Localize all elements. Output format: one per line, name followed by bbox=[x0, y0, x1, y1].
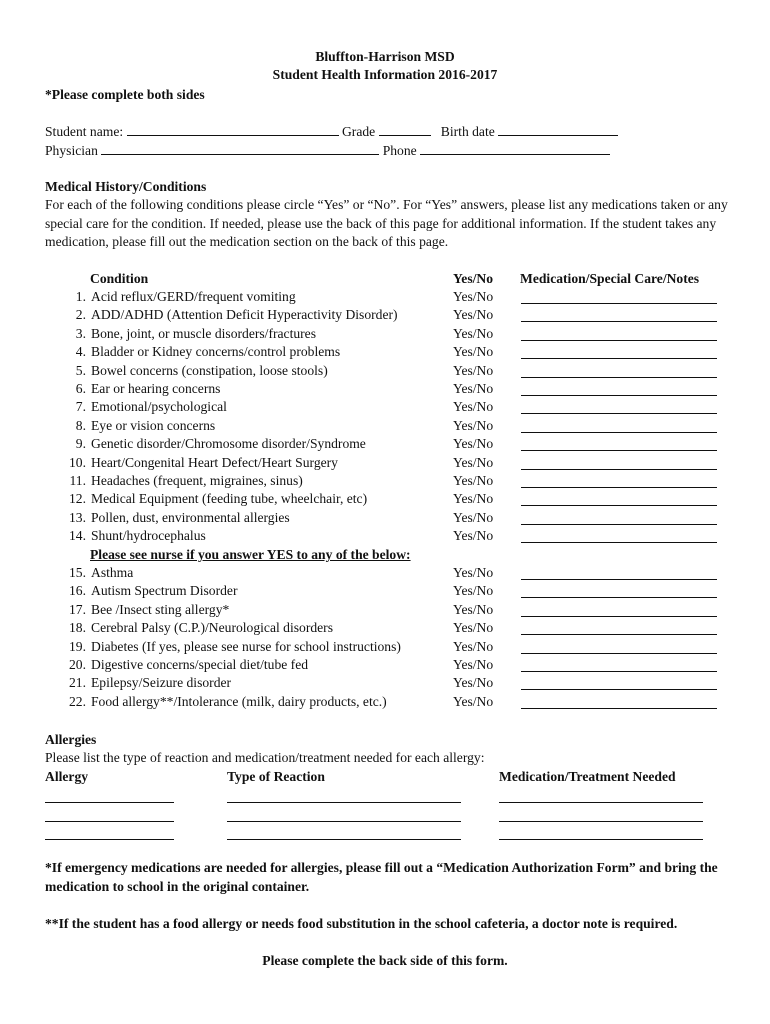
yes-no-choice[interactable]: Yes/No bbox=[453, 381, 494, 396]
notes-field[interactable] bbox=[521, 358, 717, 359]
notes-field[interactable] bbox=[521, 505, 717, 506]
yes-no-choice[interactable]: Yes/No bbox=[453, 509, 494, 525]
yes-no-choice[interactable]: Yes/No bbox=[453, 417, 494, 433]
yes-no-choice[interactable]: Yes/No bbox=[453, 289, 494, 304]
reaction-field[interactable] bbox=[227, 821, 461, 822]
condition-label: Emotional/psychological bbox=[91, 399, 227, 415]
notes-field[interactable] bbox=[521, 708, 717, 709]
condition-number: 2. bbox=[75, 307, 86, 323]
student-name-field[interactable] bbox=[127, 122, 339, 136]
yes-no-choice[interactable]: Yes/No bbox=[453, 565, 494, 580]
allergies-heading: Allergies bbox=[45, 732, 97, 747]
yes-no-choice[interactable]: Yes/No bbox=[453, 620, 494, 636]
yes-no-choice[interactable]: Yes/No bbox=[453, 325, 494, 341]
condition-number: 10. bbox=[69, 454, 86, 470]
condition-number: 8. bbox=[75, 417, 86, 433]
condition-label: Eye or vision concerns bbox=[91, 417, 216, 433]
allergy-field[interactable] bbox=[45, 821, 174, 822]
condition-label: Bladder or Kidney concerns/control problems bbox=[91, 344, 341, 360]
grade-field[interactable] bbox=[379, 122, 431, 136]
condition-label: Medical Equipment (feeding tube, wheelchair, etc) bbox=[91, 491, 368, 507]
condition-number: 9. bbox=[75, 436, 86, 452]
notes-field[interactable] bbox=[521, 634, 717, 635]
condition-label: Digestive concerns/special diet/tube fed bbox=[91, 657, 309, 672]
condition-label: ADD/ADHD (Attention Deficit Hyperactivity Disorder) bbox=[91, 307, 398, 323]
condition-number: 18. bbox=[69, 620, 86, 636]
condition-label: Food allergy**/Intolerance (milk, dairy products, etc.) bbox=[91, 693, 387, 709]
yes-no-choice[interactable]: Yes/No bbox=[453, 528, 494, 544]
notes-field[interactable] bbox=[521, 597, 717, 598]
allergy-field[interactable] bbox=[45, 802, 174, 803]
form-title: Student Health Information 2016-2017 bbox=[272, 67, 498, 82]
yes-no-choice[interactable]: Yes/No bbox=[453, 436, 494, 452]
yes-no-choice[interactable]: Yes/No bbox=[453, 307, 494, 323]
condition-label: Asthma bbox=[91, 565, 134, 580]
yes-no-choice[interactable]: Yes/No bbox=[453, 601, 494, 617]
allergy-field[interactable] bbox=[45, 839, 174, 840]
condition-number: 20. bbox=[69, 657, 86, 672]
notes-field[interactable] bbox=[521, 340, 717, 341]
col-treatment-header: Medication/Treatment Needed bbox=[499, 769, 676, 784]
condition-label: Diabetes (If yes, please see nurse for school instructions) bbox=[91, 638, 401, 654]
notes-field[interactable] bbox=[521, 671, 717, 672]
condition-label: Bee /Insect sting allergy* bbox=[91, 601, 230, 617]
food-allergy-note: **If the student has a food allergy or needs food substitution in the school cafeteria, a doctor note is required. bbox=[45, 916, 678, 931]
condition-label: Ear or hearing concerns bbox=[91, 381, 221, 396]
condition-number: 6. bbox=[75, 381, 86, 396]
reaction-field[interactable] bbox=[227, 839, 461, 840]
student-name-label: Student name: bbox=[45, 124, 124, 139]
notes-field[interactable] bbox=[521, 487, 717, 488]
condition-label: Pollen, dust, environmental allergies bbox=[91, 509, 290, 525]
yes-no-choice[interactable]: Yes/No bbox=[453, 693, 494, 709]
notes-field[interactable] bbox=[521, 524, 717, 525]
yes-no-choice[interactable]: Yes/No bbox=[453, 399, 494, 415]
condition-label: Bone, joint, or muscle disorders/fractures bbox=[91, 325, 316, 341]
yes-no-choice[interactable]: Yes/No bbox=[453, 657, 494, 672]
col-yesno-header: Yes/No bbox=[453, 271, 494, 286]
phone-label: Phone bbox=[382, 143, 417, 158]
org-name: Bluffton-Harrison MSD bbox=[315, 49, 455, 64]
physician-label: Physician bbox=[45, 143, 98, 158]
col-condition-header: Condition bbox=[90, 271, 149, 286]
condition-label: Shunt/hydrocephalus bbox=[91, 528, 206, 544]
student-info-row bbox=[45, 122, 618, 141]
condition-label: Heart/Congenital Heart Defect/Heart Surgery bbox=[91, 454, 338, 470]
col-reaction-header: Type of Reaction bbox=[227, 769, 325, 784]
reaction-field[interactable] bbox=[227, 802, 461, 803]
nurse-note: Please see nurse if you answer YES to any of the below: bbox=[90, 547, 411, 562]
yes-no-choice[interactable]: Yes/No bbox=[453, 491, 494, 507]
medical-heading: Medical History/Conditions bbox=[45, 179, 207, 194]
birth-date-label: Birth date bbox=[440, 124, 495, 139]
notes-field[interactable] bbox=[521, 542, 717, 543]
condition-number: 22. bbox=[69, 693, 86, 709]
condition-number: 19. bbox=[69, 638, 86, 654]
col-allergy-header: Allergy bbox=[45, 769, 89, 784]
notes-field[interactable] bbox=[521, 377, 717, 378]
notes-field[interactable] bbox=[521, 689, 717, 690]
condition-label: Headaches (frequent, migraines, sinus) bbox=[91, 473, 303, 488]
condition-number: 15. bbox=[69, 565, 86, 580]
physician-row bbox=[45, 141, 610, 160]
notes-field[interactable] bbox=[521, 321, 717, 322]
notes-field[interactable] bbox=[521, 653, 717, 654]
yes-no-choice[interactable]: Yes/No bbox=[453, 675, 494, 691]
notes-field[interactable] bbox=[521, 303, 717, 304]
condition-number: 16. bbox=[69, 583, 86, 599]
condition-label: Cerebral Palsy (C.P.)/Neurological disorders bbox=[91, 620, 333, 636]
condition-number: 4. bbox=[75, 344, 86, 360]
col-notes-header: Medication/Special Care/Notes bbox=[520, 271, 700, 286]
condition-number: 17. bbox=[69, 601, 86, 617]
condition-number: 21. bbox=[69, 675, 86, 691]
condition-number: 11. bbox=[69, 473, 86, 488]
condition-number: 7. bbox=[75, 399, 86, 415]
condition-number: 5. bbox=[75, 362, 86, 378]
condition-number: 1. bbox=[75, 289, 86, 304]
physician-field[interactable] bbox=[101, 141, 379, 155]
notes-field[interactable] bbox=[521, 450, 717, 451]
yes-no-choice[interactable]: Yes/No bbox=[453, 362, 494, 378]
emergency-medication-note: *If emergency medications are needed for allergies, please fill out a “Medication Authorization Form” and bring the medication to school in the original container. bbox=[45, 860, 718, 894]
phone-field[interactable] bbox=[420, 141, 610, 155]
notes-field[interactable] bbox=[521, 413, 717, 414]
birth-date-field[interactable] bbox=[498, 122, 618, 136]
notes-field[interactable] bbox=[521, 469, 717, 470]
condition-label: Autism Spectrum Disorder bbox=[91, 583, 238, 599]
yes-no-choice[interactable]: Yes/No bbox=[453, 473, 494, 488]
grade-label: Grade bbox=[341, 124, 376, 139]
notes-field[interactable] bbox=[521, 616, 717, 617]
treatment-field[interactable] bbox=[499, 839, 703, 840]
condition-label: Bowel concerns (constipation, loose stools) bbox=[91, 362, 328, 378]
condition-number: 13. bbox=[69, 509, 86, 525]
condition-number: 14. bbox=[69, 528, 86, 544]
yes-no-choice[interactable]: Yes/No bbox=[453, 344, 494, 360]
condition-number: 3. bbox=[75, 325, 86, 341]
treatment-field[interactable] bbox=[499, 821, 703, 822]
condition-label: Epilepsy/Seizure disorder bbox=[91, 675, 232, 691]
yes-no-choice[interactable]: Yes/No bbox=[453, 583, 494, 599]
medical-instructions: For each of the following conditions please circle “Yes” or “No”. For “Yes” answers, please list any medications taken or any special care for the condition. If needed, please use the back of this page for additional information. If the student takes any medication, please fill out the medication section on the back of this page. bbox=[45, 197, 728, 249]
yes-no-choice[interactable]: Yes/No bbox=[453, 454, 494, 470]
closing-note: Please complete the back side of this form. bbox=[262, 953, 508, 968]
notes-field[interactable] bbox=[521, 395, 717, 396]
allergies-instructions: Please list the type of reaction and medication/treatment needed for each allergy: bbox=[45, 750, 485, 765]
condition-number: 12. bbox=[69, 491, 86, 507]
notes-field[interactable] bbox=[521, 432, 717, 433]
yes-no-choice[interactable]: Yes/No bbox=[453, 638, 494, 654]
complete-both-sides-note: *Please complete both sides bbox=[45, 87, 205, 102]
treatment-field[interactable] bbox=[499, 802, 703, 803]
notes-field[interactable] bbox=[521, 579, 717, 580]
condition-label: Genetic disorder/Chromosome disorder/Syndrome bbox=[91, 436, 366, 452]
condition-label: Acid reflux/GERD/frequent vomiting bbox=[91, 289, 296, 304]
